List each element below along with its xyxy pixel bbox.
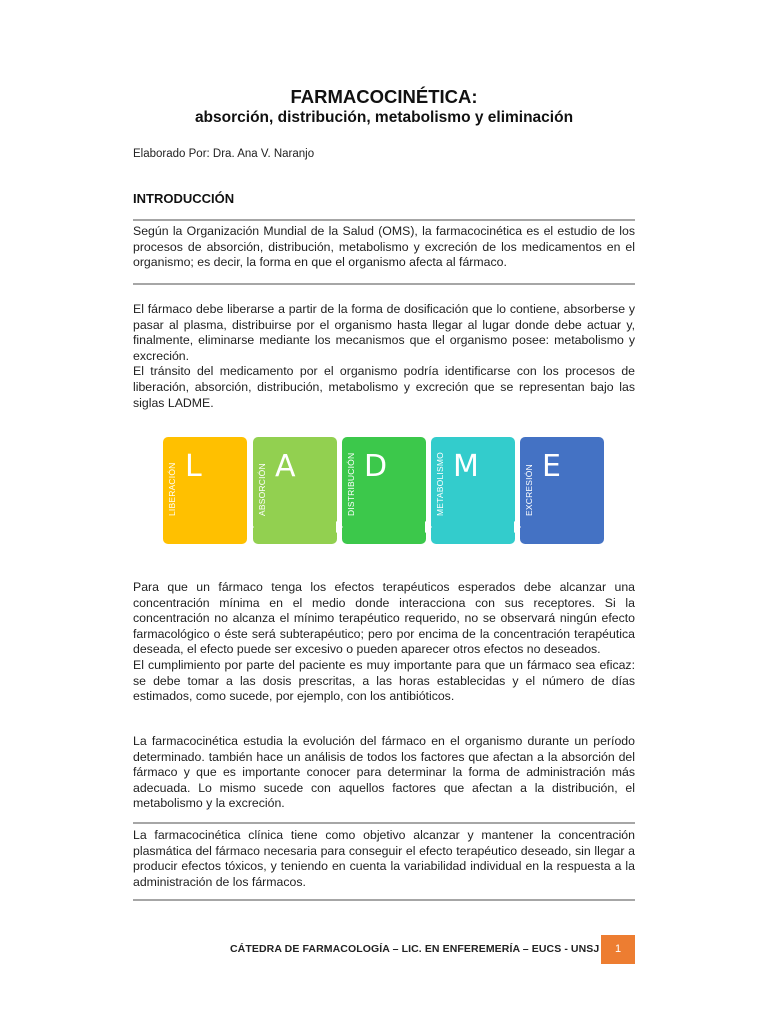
ladme-label: LIBERACIÓN [167, 462, 177, 516]
divider-top [133, 219, 635, 221]
ladme-box-d [342, 437, 426, 544]
ladme-letter: A [275, 449, 296, 484]
paragraph-therapeutic-concentration [133, 580, 635, 705]
footer-text: CÁTEDRA DE FARMACOLOGÍA – LIC. EN ENFEREMERÍA – EUCS - UNSJ [230, 943, 600, 955]
ladme-letter: D [364, 449, 388, 484]
paragraph-text: El tránsito del medicamento por el organismo podría identificarse con los procesos de liberación, absorción, distribución, metabolismo y excreción que se representan bajo las siglas LADME. [133, 364, 635, 410]
divider-lower [133, 822, 635, 824]
ladme-label: ABSORCIÓN [257, 463, 267, 516]
paragraph-text: La farmacocinética clínica tiene como objetivo alcanzar y mantener la concentración plasmática del fármaco necesaria para conseguir el efecto terapéutico deseado, sin llegar a producir efectos tóxicos, y teniendo en cuenta la variabilidad individual en la respuesta a la administración de los fármacos. [133, 828, 635, 889]
paragraph-evolution [133, 734, 635, 812]
section-heading-introduccion: INTRODUCCIÓN [133, 191, 235, 206]
arrow-right-icon [425, 521, 432, 533]
ladme-box-a [253, 437, 337, 544]
paragraph-text: El cumplimiento por parte del paciente es muy importante para que un fármaco sea eficaz: se debe tomar a las dosis prescritas, a las horas establecidas y el número de días estimados, como sucede, por ejemplo, con los antibióticos. [133, 657, 635, 704]
page-title: FARMACOCINÉTICA: [290, 86, 478, 107]
divider-middle [133, 283, 635, 285]
page-number: 1 [601, 935, 635, 964]
divider-bottom [133, 899, 635, 901]
paragraph-clinical [133, 828, 635, 890]
arrow-right-icon [514, 521, 521, 533]
ladme-label: EXCRESIÓN [524, 464, 534, 516]
paragraph-text: Para que un fármaco tenga los efectos terapéuticos esperados debe alcanzar una concentración mínima en el medio donde interacciona con sus receptores. Si la concentración no alcanza el mínimo terapéutico requerido, no se observará ningún efecto farmacológico o éste será subterapéutico; pero por encima de la concentración terapéutica deseada, el efecto puede ser excesivo o pueden aparecer otros efectos no deseados. [133, 580, 635, 657]
paragraph-text: El fármaco debe liberarse a partir de la forma de dosificación que lo contiene, absorberse y pasar al plasma, distribuirse por el organismo hasta llegar al lugar donde debe actuar y, finalmente, eliminarse mediante los mecanismos que el organismo posee: metabolismo y excreción. [133, 302, 635, 363]
ladme-box-e [520, 437, 604, 544]
arrow-right-icon [247, 521, 254, 533]
ladme-letter: L [185, 449, 202, 484]
ladme-label: DISTRIBUCIÓN [346, 452, 356, 516]
ladme-label: METABOLISMO [435, 452, 445, 516]
ladme-letter: M [453, 449, 479, 484]
paragraph-liberation [133, 302, 635, 411]
paragraph-text: Según la Organización Mundial de la Salud (OMS), la farmacocinética es el estudio de los procesos de absorción, distribución, metabolismo y excreción de los medicamentos en el organismo; es decir, la forma en que el organismo afecta al fármaco. [133, 224, 635, 270]
ladme-letter: E [542, 449, 561, 484]
arrow-right-icon [336, 521, 343, 533]
ladme-box-l [163, 437, 247, 544]
author-line: Elaborado Por: Dra. Ana V. Naranjo [133, 148, 315, 160]
paragraph-oms-definition [133, 224, 635, 271]
ladme-diagram [163, 437, 606, 545]
page-subtitle: absorción, distribución, metabolismo y eliminación [194, 109, 574, 126]
paragraph-text: La farmacocinética estudia la evolución del fármaco en el organismo durante un período determinado. también hace un análisis de todos los factores que afectan a la absorción del fármaco y que es importante conocer para determinar la forma de administración más adecuada. Lo mismo sucede con aquellos factores que afectan a la distribución, el metabolismo y la excreción. [133, 734, 635, 811]
ladme-box-m [431, 437, 515, 544]
